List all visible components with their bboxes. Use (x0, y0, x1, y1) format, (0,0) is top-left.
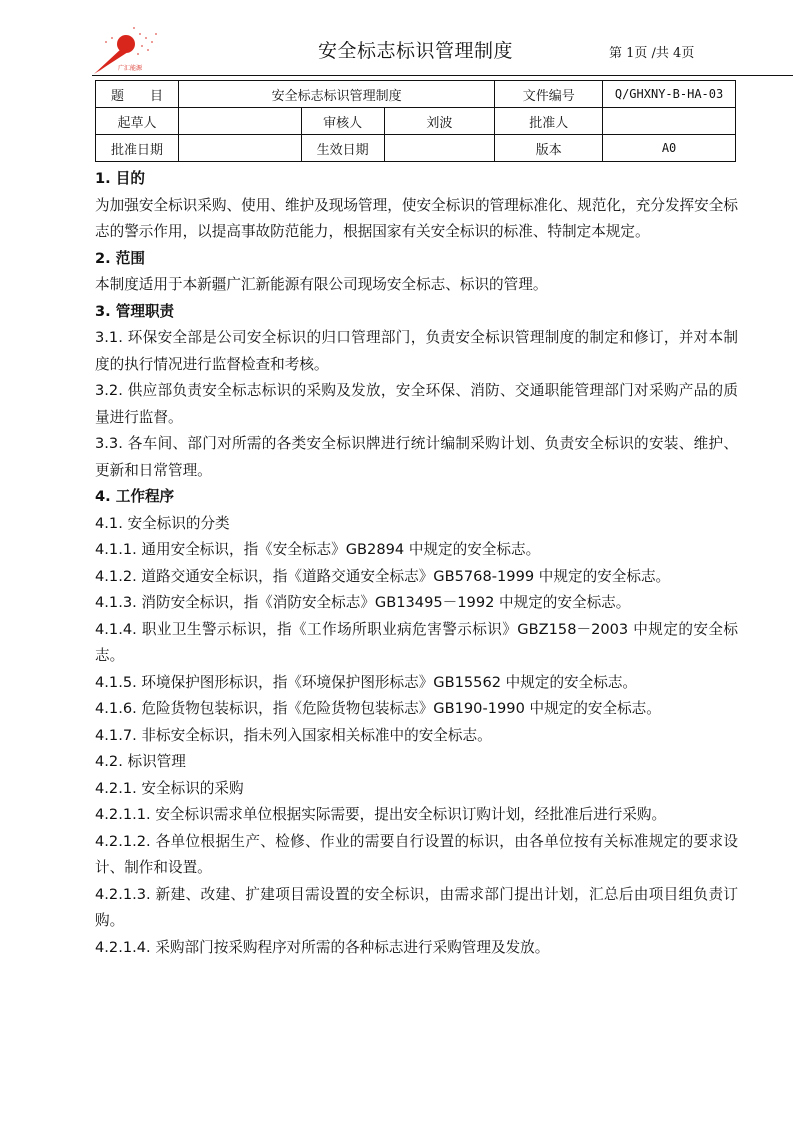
paragraph: 4.1.4. 职业卫生警示标识，指《工作场所职业病危害警示标识》GBZ158－2003 中规定的安全标志。 (95, 620, 738, 664)
paragraph: 3.3. 各车间、部门对所需的各类安全标识牌进行统计编制采购计划、负责安全标识的安装、维护、更新和日常管理。 (95, 435, 738, 479)
section-heading: 4. 工作程序 (95, 488, 175, 505)
paragraph: 4.2.1.3. 新建、改建、扩建项目需设置的安全标识，由需求部门提出计划，汇总后由项目组负责订购。 (95, 885, 738, 929)
paragraph: 4.2.1.2. 各单位根据生产、检修、作业的需要自行设置的标识，由各单位按有关标准规定的要求设计、制作和设置。 (95, 832, 738, 876)
header-divider (92, 75, 793, 76)
label-effective-date: 生效日期 (301, 135, 384, 162)
page-number: 第 1页 /共 4页 (609, 46, 695, 61)
approver-value (603, 108, 736, 135)
company-logo (92, 22, 162, 76)
paragraph: 4.1.3. 消防安全标识，指《消防安全标志》GB13495－1992 中规定的安全标志。 (95, 594, 631, 611)
section-heading: 2. 范围 (95, 249, 145, 267)
document-info-table (95, 80, 736, 162)
paragraph: 4.1.2. 道路交通安全标识，指《道路交通安全标志》GB5768-1999 中规定的安全标志。 (95, 567, 671, 585)
drafter-value (178, 108, 301, 135)
paragraph: 4.1.5. 环境保护图形标识，指《环境保护图形标志》GB15562 中规定的安全标志。 (95, 673, 638, 691)
svg-text:广汇能源: 广汇能源 (118, 65, 143, 72)
reviewer-value: 刘波 (384, 108, 495, 135)
version-value: A0 (603, 135, 736, 162)
paragraph: 3.1. 环保安全部是公司安全标识的归口管理部门，负责安全标识管理制度的制定和修订，并对本制度的执行情况进行监督检查和考核。 (95, 329, 738, 373)
approval-date-value (178, 135, 301, 162)
paragraph: 4.1. 安全标识的分类 (95, 514, 230, 532)
label-reviewer: 审核人 (301, 108, 384, 135)
paragraph: 本制度适用于本新疆广汇新能源有限公司现场安全标志、标识的管理。 (95, 276, 548, 293)
effective-date-value (384, 135, 495, 162)
table-row (96, 81, 736, 108)
label-approver: 批准人 (495, 108, 603, 135)
section-heading: 3. 管理职责 (95, 302, 175, 320)
paragraph: 4.2.1.4. 采购部门按采购程序对所需的各种标志进行采购管理及发放。 (95, 938, 550, 956)
label-version: 版本 (495, 135, 603, 162)
paragraph: 为加强安全标识采购、使用、维护及现场管理，使安全标识的管理标准化、规范化，充分发挥安全标志的警示作用，以提高事故防范能力，根据国家有关安全标识的标准、特制定本规定。 (95, 196, 738, 240)
label-approval-date: 批准日期 (96, 135, 179, 162)
label-doc-no: 文件编号 (495, 81, 603, 108)
paragraph: 4.2.1. 安全标识的采购 (95, 779, 244, 797)
label-drafter: 起草人 (96, 108, 179, 135)
title-value: 安全标志标识管理制度 (178, 81, 494, 108)
doc-no-value: Q/GHXNY-B-HA-03 (603, 81, 736, 108)
paragraph: 3.2. 供应部负责安全标志标识的采购及发放，安全环保、消防、交通职能管理部门对采购产品的质量进行监督。 (95, 382, 738, 426)
paragraph: 4.1.6. 危险货物包装标识，指《危险货物包装标志》GB190-1990 中规定的安全标志。 (95, 700, 661, 717)
paragraph: 4.1.7. 非标安全标识，指未列入国家相关标准中的安全标志。 (95, 726, 492, 744)
paragraph: 4.1.1. 通用安全标识，指《安全标志》GB2894 中规定的安全标志。 (95, 541, 541, 558)
label-title: 题 目 (96, 81, 179, 108)
table-row (96, 135, 736, 162)
table-row (96, 108, 736, 135)
document-body (95, 166, 738, 961)
paragraph: 4.2.1.1. 安全标识需求单位根据实际需要，提出安全标识订购计划，经批准后进行采购。 (95, 806, 667, 823)
document-title: 安全标志标识管理制度 (318, 40, 514, 62)
section-heading: 1. 目的 (95, 170, 145, 187)
paragraph: 4.2. 标识管理 (95, 753, 186, 770)
